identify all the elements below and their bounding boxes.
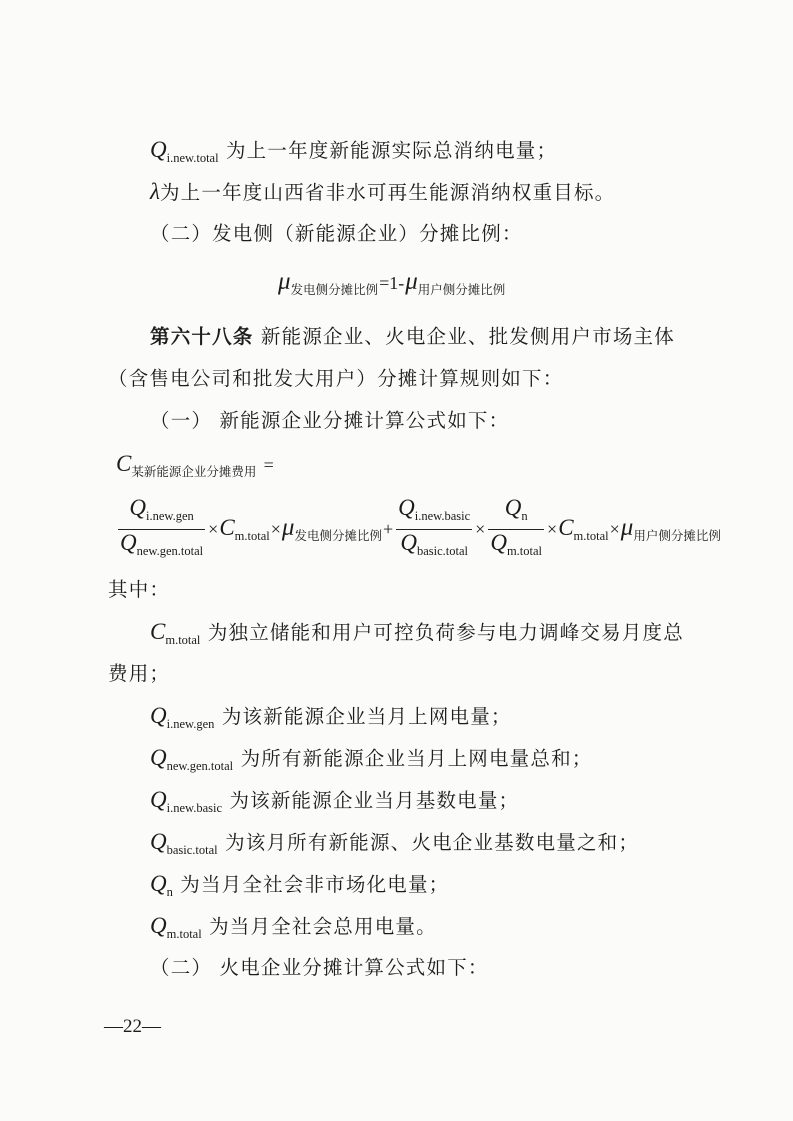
fraction-basic-share: $\frac{Q_{i.new.basic}}{Q_{basic.total}}$ — [398, 494, 471, 558]
formula-new-energy-fee: $\frac{Q_{i.new.gen}}{Q_{new.gen.total}}$ × $C_{m.total}$ × $\mu_{发电侧分摊比例}$ + $\frac{Q_{i.new.basic}}{Q_{basic.total}}$ × $\frac{Q_n}{Q_{m.total}}$ × $C_{m.total}$ × $\mu_{用户侧分摊比例}$ — [116, 498, 721, 560]
formula-gen-side-ratio: $\mu_{发电侧分摊比例}=1-\mu_{用户侧分摊比例}$ — [278, 268, 506, 297]
definition-q-basic-total: $Q_{basic.total}$ 为该月所有新能源、火电企业基数电量之和； — [150, 829, 640, 857]
article-number: 第六十八条 — [150, 325, 254, 348]
definition-q-i-new-basic: $Q_{i.new.basic}$ 为该新能源企业当月基数电量； — [150, 787, 520, 815]
definition-lambda: λ为上一年度山西省非水可再生能源消纳权重目标。 — [150, 179, 616, 204]
section-heading-gen-side: （二）发电侧（新能源企业）分摊比例： — [150, 222, 523, 245]
definition-c-m-total: $C_{m.total}$ 为独立储能和用户可控负荷参与电力调峰交易月度总 — [150, 619, 684, 647]
where-heading: 其中： — [108, 578, 171, 601]
definition-q-i-new-gen: $Q_{i.new.gen}$ 为该新能源企业当月上网电量； — [150, 703, 512, 731]
definition-q-m-total: $Q_{m.total}$ 为当月全社会总用电量。 — [150, 913, 437, 941]
definition-q-n: $Q_n$ 为当月全社会非市场化电量； — [150, 871, 450, 899]
article-68-continued: （含售电公司和批发大用户）分摊计算规则如下： — [108, 367, 564, 390]
definition-c-m-total-continued: 费用； — [108, 662, 171, 685]
article-68: 第六十八条 新能源企业、火电企业、批发侧用户市场主体 — [150, 325, 675, 348]
page-number: —22— — [104, 1016, 161, 1037]
definition-q-new-gen-total: $Q_{new.gen.total}$ 为所有新能源企业当月上网电量总和； — [150, 745, 593, 773]
fraction-non-market: $\frac{Q_n}{Q_{m.total}}$ — [490, 494, 543, 558]
formula-lhs: $C_{某新能源企业分摊费用}$ = — [116, 451, 274, 479]
fraction-gen-share: $\frac{Q_{i.new.gen}}{Q_{new.gen.total}}$ — [120, 494, 204, 558]
section-heading-thermal: （二） 火电企业分摊计算公式如下： — [150, 956, 489, 979]
definition-q-new-total: $Q_{i.new.total}$ 为上一年度新能源实际总消纳电量； — [150, 137, 558, 165]
section-heading-new-energy: （一） 新能源企业分摊计算公式如下： — [150, 409, 510, 432]
